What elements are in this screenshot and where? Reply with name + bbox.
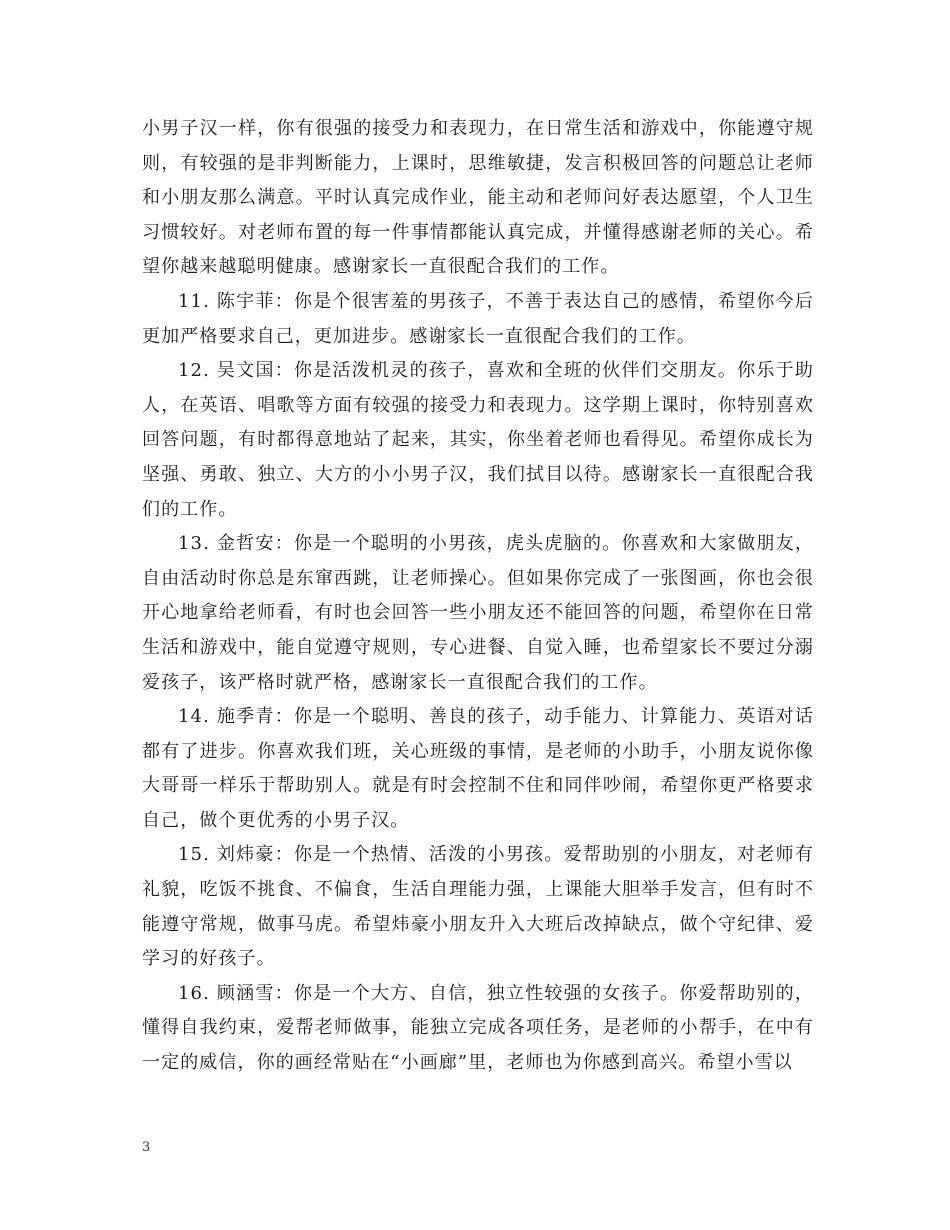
page-number: 3 [142,1140,151,1155]
paragraph-item-11: 11. 陈宇菲：你是个很害羞的男孩子，不善于表达自己的感情，希望你今后更加严格要求自己，更加进步。感谢家长一直很配合我们的工作。 [142,290,814,347]
paragraph-item-12: 12. 吴文国：你是活泼机灵的孩子，喜欢和全班的伙伴们交朋友。你乐于助人，在英语、唱歌等方面有较强的接受力和表现力。这学期上课时，你特别喜欢回答问题，有时都得意地站了起来，其实，你坐着老师也看得见。希望你成长为坚强、勇敢、独立、大方的小小男子汉，我们拭目以待。感谢家长一直很配合我们的工作。 [142,360,814,520]
paragraph-item-13: 13. 金哲安：你是一个聪明的小男孩，虎头虎脑的。你喜欢和大家做朋友，自由活动时你总是东窜西跳，让老师操心。但如果你完成了一张图画，你也会很开心地拿给老师看，有时也会回答一些小朋友还不能回答的问题，希望你在日常生活和游戏中，能自觉遵守规则，专心进餐、自觉入睡，也希望家长不要过分溺爱孩子，该严格时就严格，感谢家长一直很配合我们的工作。 [142,533,814,693]
paragraph-item-15: 15. 刘炜豪：你是一个热情、活泼的小男孩。爱帮助别的小朋友，对老师有礼貌，吃饭不挑食、不偏食，生活自理能力强，上课能大胆举手发言，但有时不能遵守常规，做事马虎。希望炜豪小朋友升入大班后改掉缺点，做个守纪律、爱学习的好孩子。 [142,844,814,970]
paragraph-item-16: 16. 顾涵雪：你是一个大方、自信，独立性较强的女孩子。你爱帮助别的，懂得自我约束，爱帮老师做事，能独立完成各项任务，是老师的小帮手，在中有一定的威信，你的画经常贴在“小画廊”里，老师也为你感到高兴。希望小雪以 [142,982,814,1074]
paragraph-continuation: 小男子汉一样，你有很强的接受力和表现力，在日常生活和游戏中，你能遵守规则，有较强的是非判断能力，上课时，思维敏捷，发言积极回答的问题总让老师和小朋友那么满意。平时认真完成作业，能主动和老师问好表达愿望，个人卫生习惯较好。对老师布置的每一件事情都能认真完成，并懂得感谢老师的关心。希望你越来越聪明健康。感谢家长一直很配合我们的工作。 [142,118,814,278]
document-body [142,112,814,1081]
paragraph-item-14: 14. 施季青：你是一个聪明、善良的孩子，动手能力、计算能力、英语对话都有了进步。你喜欢我们班，关心班级的事情，是老师的小助手，小朋友说你像大哥哥一样乐于帮助别人。就是有时会控制不住和同伴吵闹，希望你更严格要求自己，做个更优秀的小男子汉。 [142,706,814,831]
